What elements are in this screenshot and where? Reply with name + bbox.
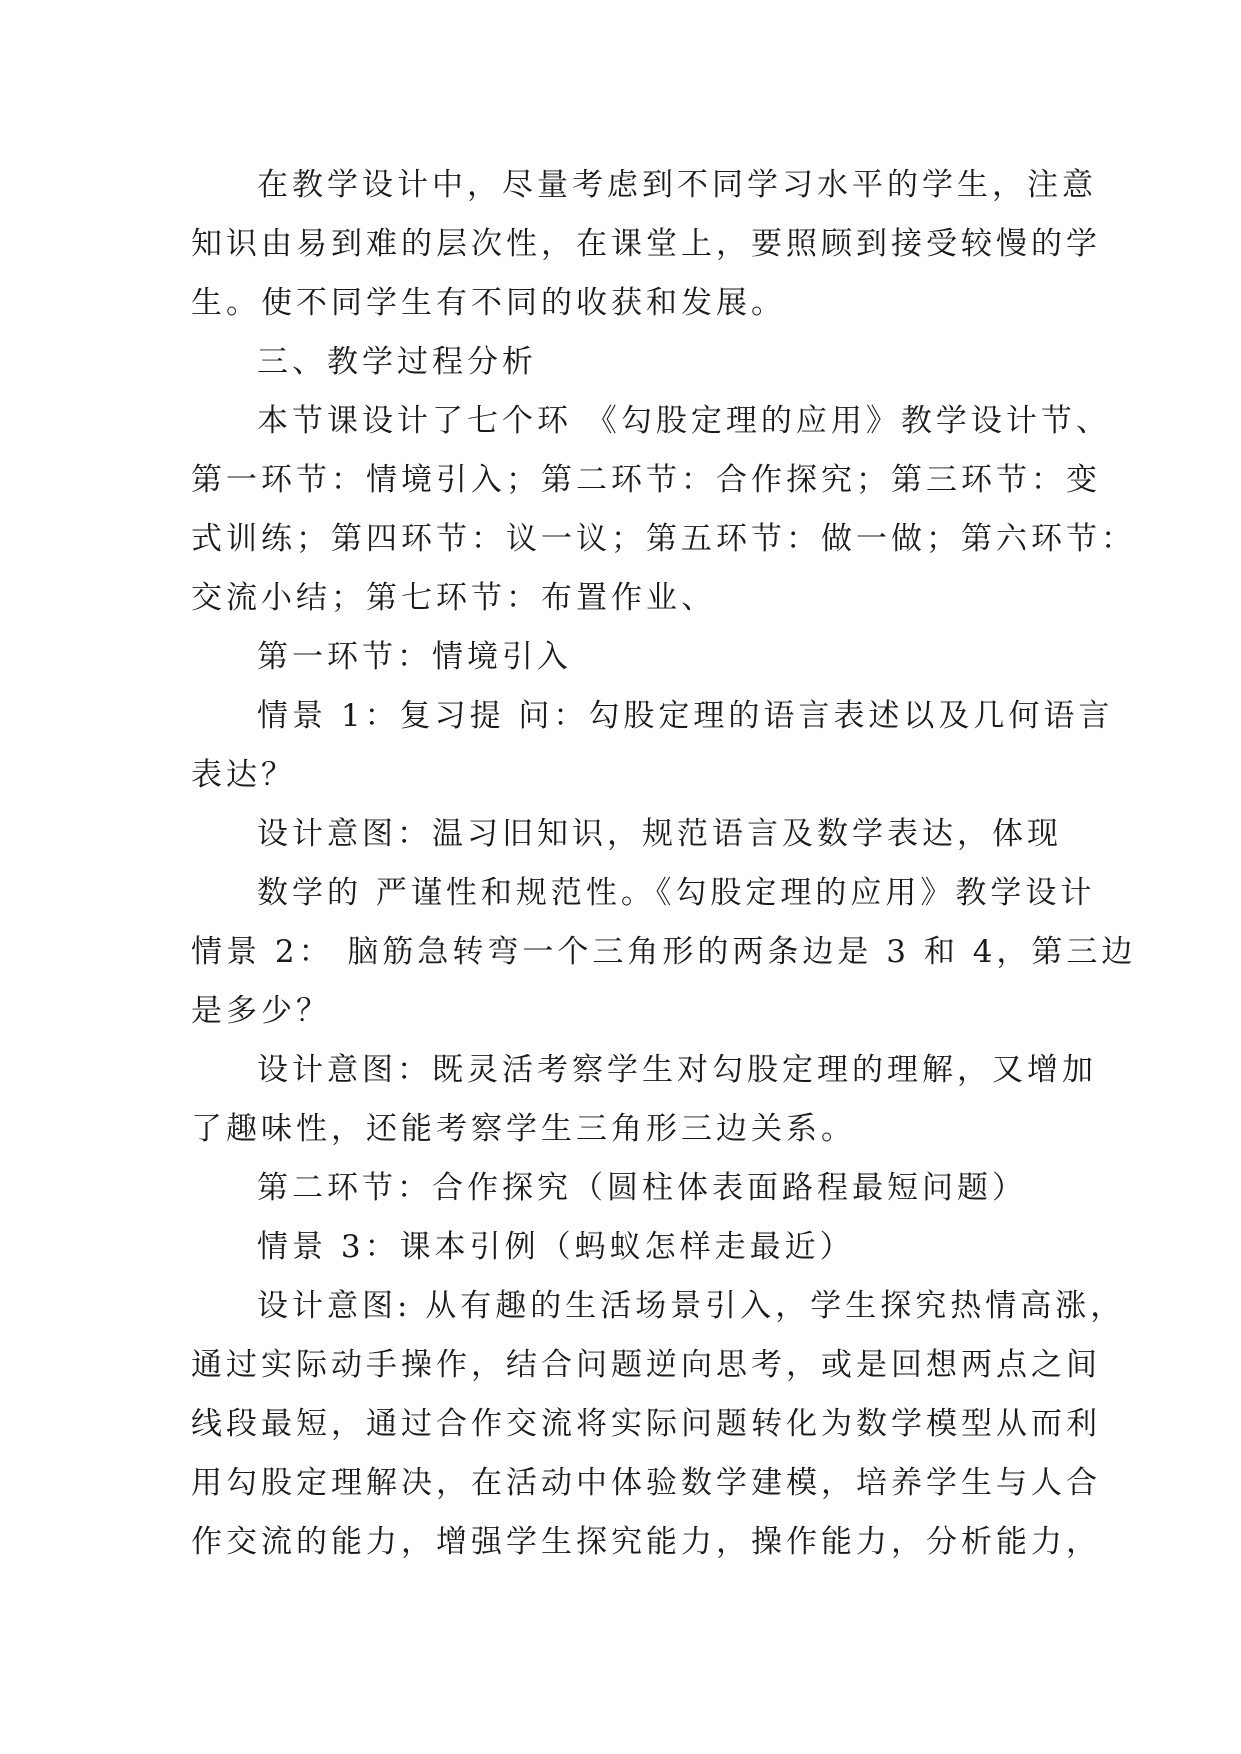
text-line: 设计意图：既灵活考察学生对勾股定理的理解，又增加 xyxy=(257,1052,1097,1088)
text-line: 本节课设计了七个环 《勾股定理的应用》教学设计节、 xyxy=(257,403,1111,439)
text-line: 情景 3：课本引例（蚂蚁怎样走最近） xyxy=(257,1229,855,1265)
text-line: 生。使不同学生有不同的收获和发展。 xyxy=(191,285,786,321)
text-line: 通过实际动手操作，结合问题逆向思考，或是回想两点之间 xyxy=(191,1347,1101,1383)
text-line: 是多少？ xyxy=(191,993,331,1029)
text-line: 第一环节：情境引入；第二环节：合作探究；第三环节：变 xyxy=(191,462,1101,498)
text-line: 数学的 严谨性和规范性。《勾股定理的应用》教学设计 xyxy=(257,875,1096,911)
text-line: 式训练；第四环节：议一议；第五环节：做一做；第六环节： xyxy=(191,521,1136,557)
text-line: 表达？ xyxy=(191,757,296,793)
text-line: 情景 2： 脑筋急转弯一个三角形的两条边是 3 和 4，第三边 xyxy=(191,934,1137,970)
subsection-heading: 第二环节：合作探究（圆柱体表面路程最短问题） xyxy=(257,1170,1027,1206)
text-line: 交流小结；第七环节：布置作业、 xyxy=(191,580,716,616)
text-line: 设计意图：温习旧知识，规范语言及数学表达，体现 xyxy=(257,816,1062,852)
text-line: 情景 1：复习提 问：勾股定理的语言表述以及几何语言 xyxy=(257,698,1114,734)
text-line: 设计意图: 从有趣的生活场景引入，学生探究热情高涨， xyxy=(257,1288,1126,1324)
text-line: 作交流的能力，增强学生探究能力，操作能力，分析能力， xyxy=(191,1524,1101,1560)
text-line: 了趣味性，还能考察学生三角形三边关系。 xyxy=(191,1111,856,1147)
section-heading: 三、教学过程分析 xyxy=(257,344,537,380)
text-line: 线段最短，通过合作交流将实际问题转化为数学模型从而利 xyxy=(191,1406,1101,1442)
text-line: 知识由易到难的层次性，在课堂上，要照顾到接受较慢的学 xyxy=(191,226,1101,262)
text-line: 在教学设计中，尽量考虑到不同学习水平的学生，注意 xyxy=(257,167,1097,203)
subsection-heading: 第一环节：情境引入 xyxy=(257,639,572,675)
text-line: 用勾股定理解决，在活动中体验数学建模，培养学生与人合 xyxy=(191,1465,1101,1501)
